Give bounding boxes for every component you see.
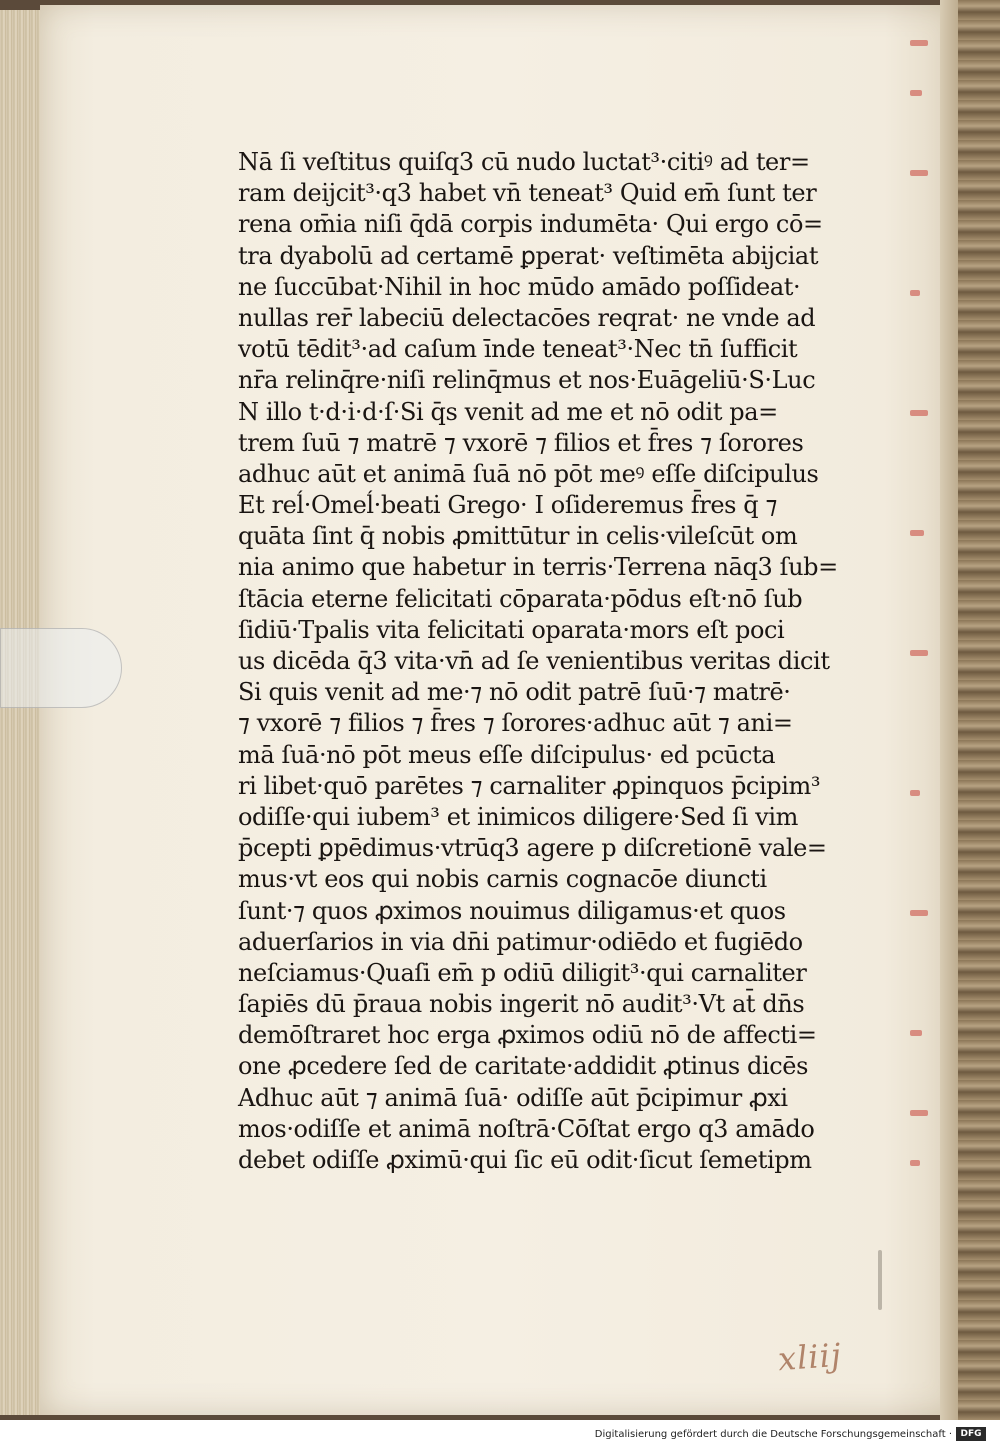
text-line: ne ſuccūbat·Nihil in hoc mūdo amādo poſſideat· (238, 272, 801, 301)
book-binding (958, 0, 1000, 1420)
text-line: p̄cepti ꝑpēdimus·vtrūq3 agere p diſcretionē vale= (238, 834, 827, 863)
funding-credit: Digitalisierung gefördert durch die Deutsche Forschungsgemeinschaft · (594, 1429, 952, 1440)
text-line: odiſſe·qui iubem³ et inimicos diligere·Sed ſi vim (238, 802, 798, 831)
dfg-logo: DFG (956, 1427, 986, 1441)
text-line: ſunt·⁊ quos ꝓximos nouimus diligamus·et quos (238, 896, 786, 925)
text-line: trem ſuū ⁊ matrē ⁊ vxorē ⁊ filios et f̄res ⁊ ſorores (238, 428, 804, 457)
text-line: us dicēda q̄3 vita·vn̄ ad ſe venientibus veritas dicit (238, 647, 830, 675)
text-line: votū tēdit³·ad caſum īnde teneat³·Nec tn̄ ſufficit (238, 335, 798, 364)
text-line: debet odiſſe ꝓximū·qui ſic eū odit·ſicut ſemetipm (238, 1146, 812, 1174)
text-line: Et reĺ·Omeĺ·beati Grego· I oſideremus f̄res q̄ ⁊ (238, 491, 778, 520)
text-line: rena om̄ia niſi q̄dā corpis indumēta· Qui ergo cō= (238, 210, 823, 239)
text-line: nia animo que habetur in terris·Terrena nāq3 ſub= (238, 553, 838, 582)
text-line: mā ſuā·nō pōt meus eſſe diſcipulus· ed pcūcta (238, 740, 776, 769)
text-line: demōſtraret hoc erga ꝓximos odiū nō de affecti= (238, 1021, 817, 1050)
text-line: Adhuc aūt ⁊ animā ſuā· odiſſe aūt p̄cipimur ꝓxi (238, 1083, 788, 1112)
text-line: one ꝓcedere ſed de caritate·addidit ꝓtinus dicēs (238, 1052, 809, 1081)
text-line: ram deijcit³·q3 habet vn̄ teneat³ Quid em̄ ſunt ter (238, 179, 817, 208)
text-line: ſapiēs dū p̄raua nobis ingerit nō audit³·Vt at̄ dn̄s (238, 990, 805, 1019)
text-line: N illo t·d·i·d·ſ·Si q̄s venit ad me et nō odit pa= (238, 397, 778, 426)
text-line: mos·odiſſe et animā noſtrā·Cōſtat ergo q3 amādo (238, 1114, 815, 1143)
folio-number: xliij (776, 1335, 843, 1379)
text-column (238, 147, 848, 1176)
text-line: tra dyabolū ad certamē ꝑperat· veſtimēta abijciat (238, 241, 819, 270)
text-line: ſtācia eterne felicitati cōparata·pōdus eſt·nō ſub (238, 584, 803, 613)
pencil-mark (878, 1250, 882, 1310)
plastic-page-clip (0, 628, 122, 708)
text-line: aduerſarios in via dn̄i patimur·odiēdo et fugiēdo (238, 927, 803, 956)
text-line: neſciamus·Quaſi em̄ p odiū diligit³·qui carnaliter (238, 958, 807, 987)
text-line: nullas rer̄ labeciū delectacōes reqrat· ne vnde ad (238, 303, 816, 332)
text-line: adhuc aūt et animā ſuā nō pōt meꝰ eſſe diſcipulus (238, 459, 819, 488)
text-line: quāta ſint q̄ nobis ꝓmittūtur in celis·vileſcūt om (238, 522, 798, 551)
text-line: ⁊ vxorē ⁊ filios ⁊ f̄res ⁊ ſorores·adhuc aūt ⁊ ani= (238, 709, 793, 738)
text-line: ſidiū·Tpalis vita felicitati oparata·mors eſt poci (238, 615, 785, 644)
footer-bar (0, 1420, 1000, 1449)
text-line: nr̄a relinq̄re·niſi relinq̄mus et nos·Euāgeliū·S·Luc (238, 366, 816, 395)
text-line: Si quis venit ad me·⁊ nō odit patrē ſuū·⁊ matrē· (238, 678, 791, 707)
text-line: ri libet·quō parētes ⁊ carnaliter ꝓpinquos p̄cipim³ (238, 771, 821, 800)
red-rubric-marks (910, 30, 940, 1230)
text-line: mus·vt eos qui nobis carnis cognacōe diuncti (238, 865, 767, 894)
text-line: Nā ſi veſtitus quiſq3 cū nudo luctat³·citiꝰ ad ter= (238, 148, 810, 176)
